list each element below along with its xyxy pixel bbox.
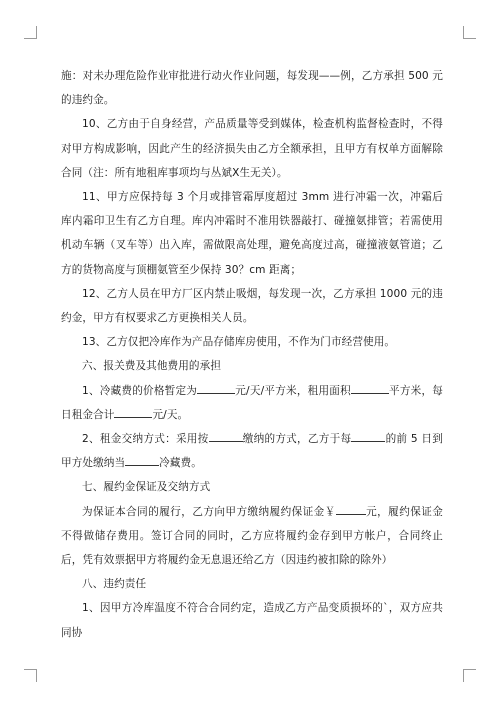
crop-mark-bottom-right [463,669,476,682]
storage-fee-text-2: 元/天/平方米，租用面积 [235,384,351,397]
storage-fee-text-1: 1、冷藏费的价格暂定为 [82,384,198,397]
paragraph-liability-1: 1、因甲方冷库温度不符合合同约定，造成乙方产品变质损坏的`，双方应共同协 [61,602,443,639]
current-period-blank [125,455,159,466]
section-heading-7: 七、履约金保证及交纳方式 [82,481,211,494]
deposit-text-1: 为保证本合同的履行，乙方向甲方缴纳履约保证金￥ [82,505,336,518]
crop-mark-top-right [463,26,476,39]
paragraph-clause-12: 12、乙方人员在甲方厂区内禁止吸烟，每发现一次，乙方承担 1000 元的违约金，甲方有权要求乙方更换相关人员。 [61,287,443,325]
section-heading-8: 八、违约责任 [82,578,147,591]
price-blank [197,383,235,394]
paragraph-deposit [61,500,443,573]
paragraph-rent-payment [61,427,443,475]
payment-method-blank [209,431,243,442]
paragraph-clause-11: 11、甲方应保持每 3 个月或排管霜厚度超过 3mm 进行冲霜一次，冲霜后库内霜印卫生有乙方自理。库内冲霜时不准用铁器敲打、碰撞氨排管；若需使用机动车辆（叉车等）出入库，需做限高处理，避免高度过高，碰撞液氨管道；乙方的货物高度与顶棚氨管至少保持 30？cm 距离； [61,191,443,276]
section-heading-6: 六、报关费及其他费用的承担 [82,360,222,373]
area-blank [351,383,389,394]
storage-fee-text-4: 元/天。 [152,408,189,421]
crop-mark-bottom-left [24,669,37,682]
rent-text-4: 冷藏费。 [159,457,202,470]
paragraph-continued-clause: 施：对未办理危险作业审批进行动火作业问题，每发现——例，乙方承担 500 元的违约金。 [61,70,443,107]
paragraph-storage-fee [61,379,443,427]
crop-mark-top-left [24,26,37,39]
rent-text-1: 2、租金交纳方式：采用按 [82,433,209,446]
document-body [61,64,443,645]
daily-total-blank [114,407,152,418]
paragraph-clause-10: 10、乙方由于自身经营，产品质量等受到媒体，检查机构监督检查时，不得对甲方构成影响，因此产生的经济损失由乙方全额承担，且甲方有权单方面解除合同（注：所有地租库事项均与丛斌X生无关）。 [61,118,443,179]
rent-text-3: 的前 5 日到甲方处缴纳当 [61,433,443,470]
deposit-amount-blank [336,504,366,515]
rent-text-2: 缴纳的方式，乙方于每 [242,433,352,446]
deposit-text-2: 元，履约保证金不得做储存费用。签订合同的同时，乙方应将履约金存到甲方帐户，合同终止后，凭有效票据甲方将履约金无息退还给乙方（因违约被扣除的除外） [61,505,443,567]
storage-fee-text-3: 平方米，每日租金合计 [61,384,444,421]
period-blank [351,431,385,442]
paragraph-clause-13: 13、乙方仅把冷库作为产品存储库房使用，不作为门市经营使用。 [82,336,396,349]
